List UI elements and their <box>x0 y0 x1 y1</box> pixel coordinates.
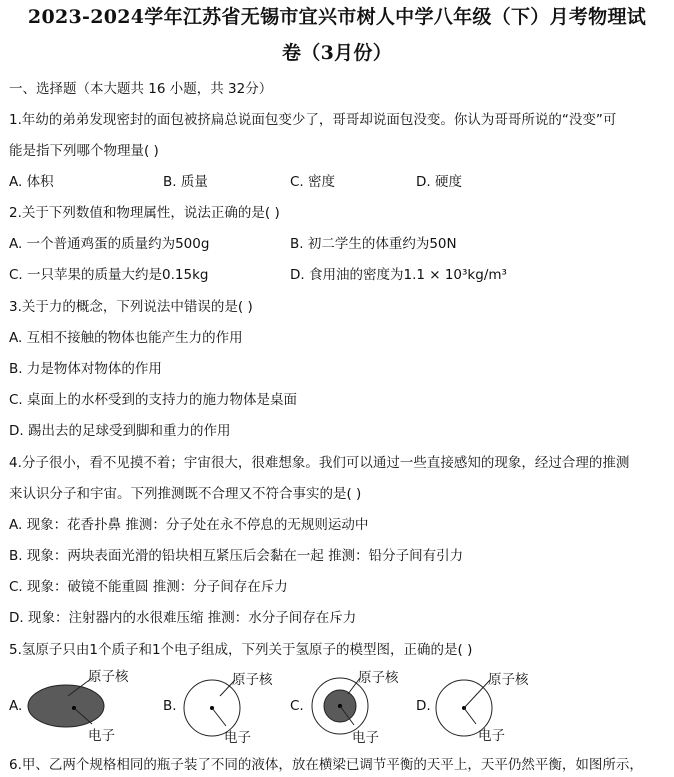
q3-option-a: A. 互相不接触的物体也能产生力的作用 <box>9 330 243 346</box>
document-title-line1: 2023-2024学年江苏省无锡市宜兴市树人中学八年级（下）月考物理试 <box>27 6 647 28</box>
q2-option-d: D. 食用油的密度为1.1 × 10³kg/m³ <box>290 267 507 283</box>
q1-option-d: D. 硬度 <box>416 174 462 190</box>
q5-option-a-diagram <box>26 668 156 748</box>
q5-option-c-letter: C. <box>290 698 304 714</box>
q5-d-electron-label: 电子 <box>478 728 505 744</box>
q1-stem-line1: 1.年幼的弟弟发现密封的面包被挤扁总说面包变少了，哥哥却说面包没变。你认为哥哥所说的“没变”可 <box>9 112 617 128</box>
q5-option-b-letter: B. <box>163 698 177 714</box>
q5-stem: 5.氢原子只由1个质子和1个电子组成，下列关于氢原子的模型图，正确的是( ) <box>9 642 473 658</box>
q2-option-a: A. 一个普通鸡蛋的质量约为500g <box>9 236 210 252</box>
q4-option-a: A. 现象：花香扑鼻 推测：分子处在永不停息的无规则运动中 <box>9 517 369 533</box>
q3-option-b: B. 力是物体对物体的作用 <box>9 361 162 377</box>
q1-option-a: A. 体积 <box>9 174 54 190</box>
q5-option-d-diagram <box>432 668 547 748</box>
q5-option-a-letter: A. <box>9 698 23 714</box>
document-title-line2: 卷（3月份） <box>281 42 393 64</box>
q6-stem-line1: 6.甲、乙两个规格相同的瓶子装了不同的液体，放在横梁已调节平衡的天平上，天平仍然平衡，如图所示， <box>9 757 643 773</box>
q2-stem: 2.关于下列数值和物理属性，说法正确的是( ) <box>9 205 280 221</box>
q3-option-d: D. 踢出去的足球受到脚和重力的作用 <box>9 423 231 439</box>
q5-a-electron-label: 电子 <box>88 728 115 744</box>
q5-option-d-letter: D. <box>416 698 431 714</box>
q4-stem-line2: 来认识分子和宇宙。下列推测既不合理又不符合事实的是( ) <box>9 486 362 502</box>
q4-option-b: B. 现象：两块表面光滑的铅块相互紧压后会黏在一起 推测：铅分子间有引力 <box>9 548 464 564</box>
q2-option-c: C. 一只苹果的质量大约是0.15kg <box>9 267 209 283</box>
q1-option-c: C. 密度 <box>290 174 336 190</box>
q5-a-nucleus-label: 原子核 <box>88 669 129 685</box>
q1-stem-line2: 能是指下列哪个物理量( ) <box>9 143 159 159</box>
q3-option-c: C. 桌面上的水杯受到的支持力的施力物体是桌面 <box>9 392 298 408</box>
q3-stem: 3.关于力的概念，下列说法中错误的是( ) <box>9 299 253 315</box>
q4-option-c: C. 现象：破镜不能重圆 推测：分子间存在斥力 <box>9 579 288 595</box>
q4-stem-line1: 4.分子很小，看不见摸不着；宇宙很大，很难想象。我们可以通过一些直接感知的现象，经过合理的推测 <box>9 455 630 471</box>
q1-option-b: B. 质量 <box>163 174 208 190</box>
q5-option-c-diagram <box>306 668 416 748</box>
q5-c-nucleus-label: 原子核 <box>358 670 399 686</box>
q5-b-electron-label: 电子 <box>224 730 251 746</box>
q5-option-b-diagram <box>180 668 290 748</box>
q2-option-b: B. 初二学生的体重约为50N <box>290 236 457 252</box>
q5-d-nucleus-label: 原子核 <box>488 672 529 688</box>
q4-option-d: D. 现象：注射器内的水很难压缩 推测：水分子间存在斥力 <box>9 610 357 626</box>
q5-b-nucleus-label: 原子核 <box>232 672 273 688</box>
section-heading: 一、选择题（本大题共 16 小题，共 32分） <box>9 81 273 97</box>
q5-c-electron-label: 电子 <box>352 730 379 746</box>
